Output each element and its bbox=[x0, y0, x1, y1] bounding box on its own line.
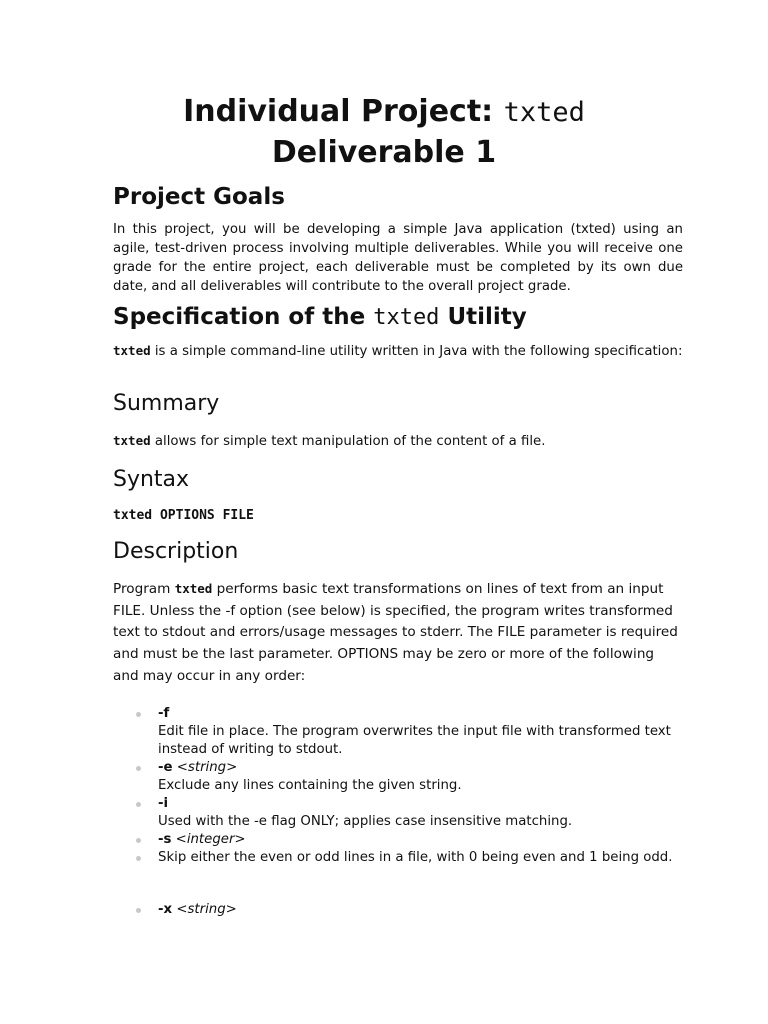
title-line2: Deliverable 1 bbox=[271, 135, 497, 170]
option-item bbox=[113, 795, 693, 831]
summary-text bbox=[113, 431, 683, 451]
option-item bbox=[113, 759, 693, 795]
project-goals-heading: Project Goals bbox=[113, 184, 285, 210]
option-description: Used with the -e flag ONLY; applies case insensitive matching. bbox=[158, 814, 573, 829]
option-flag: -x bbox=[158, 902, 173, 917]
option-flag: -s bbox=[158, 832, 172, 847]
description-prefix: Program bbox=[113, 581, 175, 597]
project-goals-text: In this project, you will be developing a simple Java application (txted) using an agile, test-driven process involving multiple deliverables. While you will receive one grade for the entire project, each deliverable must be completed by its own due date, and all deliverables will contribute to the overall project grade. bbox=[113, 222, 683, 294]
option-description: Edit file in place. The program overwrites the input file with transformed text instead of writing to stdout. bbox=[158, 724, 671, 757]
option-item bbox=[113, 705, 693, 759]
syntax-command: txted OPTIONS FILE bbox=[113, 508, 254, 523]
syntax-heading: Syntax bbox=[113, 467, 190, 492]
options-list bbox=[113, 705, 693, 919]
option-description: Skip either the even or odd lines in a file, with 0 being even and 1 being odd. bbox=[158, 850, 673, 865]
description-text bbox=[113, 578, 683, 688]
specification-text bbox=[113, 341, 683, 361]
title-prefix: Individual Project: bbox=[183, 94, 504, 129]
option-argument: <string> bbox=[176, 902, 237, 917]
description-code: txted bbox=[174, 581, 213, 596]
spec-heading-prefix: Specification of the bbox=[113, 304, 374, 330]
description-body: performs basic text transformations on lines of text from an input FILE. Unless the -f option (see below) is specified, the program writes transformed text to stdout and errors/usage messages to stderr. The FILE parameter is required and must be the last parameter. OPTIONS may be zero or more of the following and may occur in any order: bbox=[113, 581, 678, 684]
option-item bbox=[113, 901, 693, 919]
option-description: Exclude any lines containing the given string. bbox=[158, 778, 462, 793]
option-flag: -f bbox=[158, 706, 170, 721]
summary-heading: Summary bbox=[113, 391, 220, 416]
option-flag: -i bbox=[158, 796, 169, 811]
summary-code: txted bbox=[113, 433, 151, 448]
option-argument: <string> bbox=[176, 760, 238, 775]
option-item bbox=[113, 831, 693, 849]
option-flag: -e bbox=[158, 760, 173, 775]
spec-heading-suffix: Utility bbox=[439, 304, 527, 330]
document-title bbox=[0, 92, 768, 173]
specification-heading bbox=[113, 302, 527, 333]
option-argument: <integer> bbox=[175, 832, 246, 847]
spec-heading-code: txted bbox=[373, 305, 440, 330]
description-heading: Description bbox=[113, 539, 239, 564]
spec-code: txted bbox=[113, 343, 151, 358]
summary-body: allows for simple text manipulation of the content of a file. bbox=[150, 434, 546, 449]
option-item bbox=[113, 849, 693, 867]
title-line1 bbox=[183, 94, 585, 129]
spec-body: is a simple command-line utility written in Java with the following specification: bbox=[150, 344, 683, 359]
title-code: txted bbox=[503, 97, 585, 128]
